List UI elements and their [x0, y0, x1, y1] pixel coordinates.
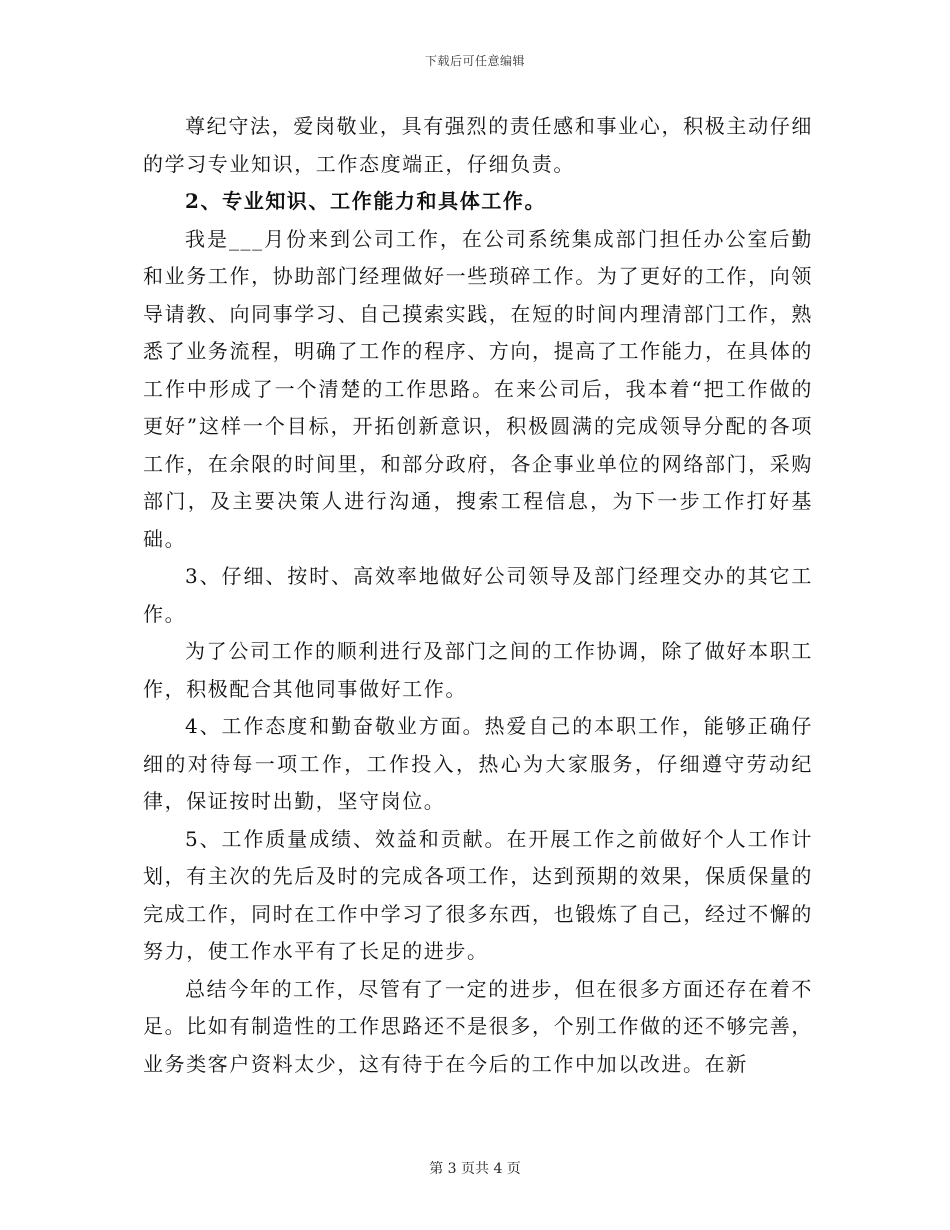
paragraph-item-3: 3、仔细、按时、高效率地做好公司领导及部门经理交办的其它工作。 — [143, 564, 813, 626]
page-header-note: 下载后可任意编辑 — [424, 54, 525, 68]
paragraph-item-4: 4、工作态度和勤奋敬业方面。热爱自己的本职工作，能够正确仔细的对待每一项工作，工作投入，热心为大家服务，仔细遵守劳动纪律，保证按时出勤，坚守岗位。 — [143, 714, 813, 813]
paragraph-conduct: 尊纪守法，爱岗敬业，具有强烈的责任感和事业心，积极主动仔细的学习专业知识，工作态度端正，仔细负责。 — [143, 114, 813, 176]
paragraph-cooperation: 为了公司工作的顺利进行及部门之间的工作协调，除了做好本职工作，积极配合其他同事做好工作。 — [143, 639, 813, 701]
paragraph-work-description: 我是___月份来到公司工作，在公司系统集成部门担任办公室后勤和业务工作，协助部门经理做好一些琐碎工作。为了更好的工作，向领导请教、向同事学习、自己摸索实践，在短的时间内理清部门工作，熟悉了业务流程，明确了工作的程序、方向，提高了工作能力，在具体的工作中形成了一个清楚的工作思路。在来公司后，我本着“把工作做的更好”这样一个目标，开拓创新意识，积极圆满的完成领导分配的各项工作，在余限的时间里，和部分政府，各企事业单位的网络部门，采购部门，及主要决策人进行沟通，搜索工程信息，为下一步工作打好基础。 — [143, 226, 813, 551]
document-body — [143, 108, 813, 1083]
paragraph-item-5: 5、工作质量成绩、效益和贡献。在开展工作之前做好个人工作计划，有主次的先后及时的完成各项工作，达到预期的效果，保质保量的完成工作，同时在工作中学习了很多东西，也锻炼了自己，经过不懈的努力，使工作水平有了长足的进步。 — [143, 826, 813, 963]
section-heading-professional-knowledge: 2、专业知识、工作能力和具体工作。 — [185, 189, 547, 213]
paragraph-summary: 总结今年的工作，尽管有了一定的进步，但在很多方面还存在着不足。比如有制造性的工作思路还不是很多，个别工作做的还不够完善，业务类客户资料太少，这有待于在今后的工作中加以改进。在新 — [143, 976, 813, 1076]
page-number: 第 3 页共 4 页 — [429, 1161, 521, 1177]
